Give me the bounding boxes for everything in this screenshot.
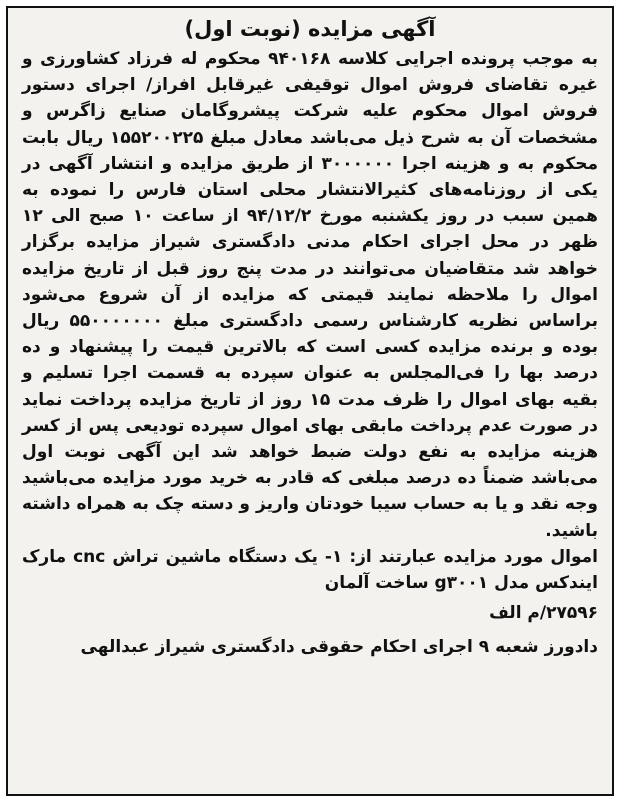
- auction-notice: [6, 6, 614, 796]
- notice-body: به موجب پرونده اجرایی کلاسه ۹۴۰۱۶۸ محکوم له فرزاد کشاورزی و غیره تقاضای فروش اموال توقیفی غیرقابل افراز/ اجرای دستور فروش اموال محکوم علیه شرکت پیشروگامان صنایع زاگرس و مشخصات آن به شرح ذیل می‌باشد معادل مبلغ ۱۵۵۲۰۰۲۲۵ ریال بابت محکوم به و هزینه اجرا ۳۰۰۰۰۰۰ از طریق مزایده و انتشار آگهی در یکی از روزنامه‌های کثیرالانتشار محلی استان فارس را نموده به همین سبب در روز یکشنبه مورخ ۹۴/۱۲/۲ از ساعت ۱۰ صبح الی ۱۲ ظهر در محل اجرای احکام مدنی دادگستری شیراز مزایده برگزار خواهد شد متقاضیان می‌توانند در مدت پنج روز قبل از تاریخ مزایده اموال را ملاحظه نمایند قیمتی که مزایده از آن شروع می‌شود براساس نظریه کارشناس رسمی دادگستری مبلغ ۵۵۰۰۰۰۰۰۰ ریال بوده و برنده مزایده کسی است که بالاترین قیمت را پیشنهاد و ده درصد بها را فی‌المجلس به عنوان سپرده به قسمت اجرا تسلیم و بقیه بهای اموال را ظرف مدت ۱۵ روز از تاریخ مزایده پرداخت نماید در صورت عدم پرداخت مابقی بهای اموال سپرده تودیعی پس از کسر هزینه مزایده به نفع دولت ضبط خواهد شد این آگهی نوبت اول می‌باشد ضمناً ده درصد مبلغی که قادر به خرید مورد مزایده می‌باشید وجه نقد و یا به حساب سیبا خودتان واریز و دسته چک به همراه داشته باشید.: [22, 49, 598, 541]
- auction-items: اموال مورد مزایده عبارتند از: ۱- یک دستگاه ماشین تراش cnc مارک ایندکس مدل g۳۰۰۱ ساخت آلمان: [22, 546, 598, 594]
- signature: دادورز شعبه ۹ اجرای احکام حقوقی دادگستری شیراز عبدالهی: [80, 637, 598, 658]
- notice-code: ۲۷۵۹۶/م الف: [489, 603, 598, 624]
- notice-title: آگهی مزایده (نوبت اول): [184, 17, 436, 41]
